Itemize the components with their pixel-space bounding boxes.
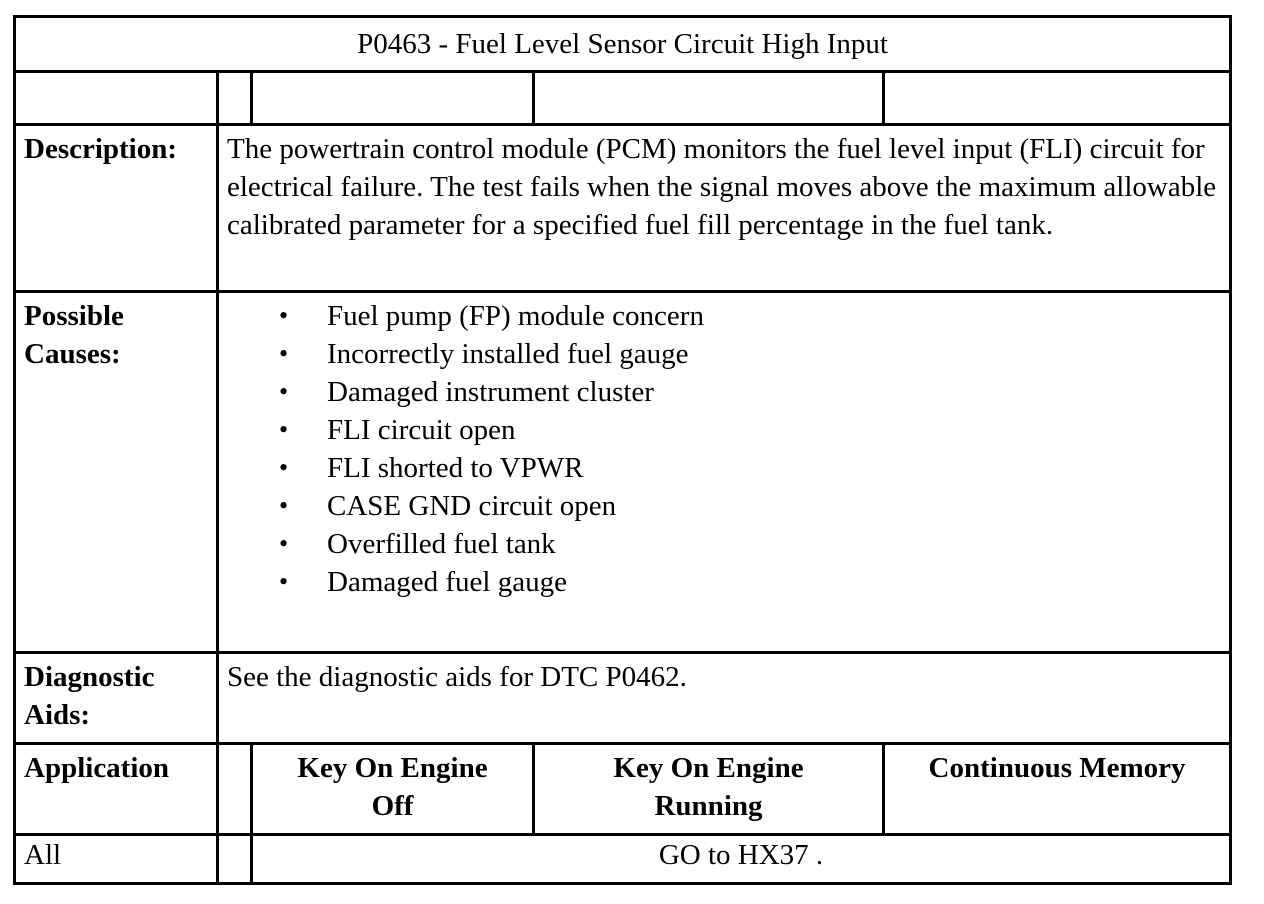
koer-header-line1: Key On Engine bbox=[613, 752, 804, 784]
empty-cell bbox=[218, 835, 252, 884]
empty-cell bbox=[15, 72, 218, 125]
dtc-title: P0463 - Fuel Level Sensor Circuit High Input bbox=[15, 17, 1231, 72]
diagnostic-aids-label-line2: Aids: bbox=[24, 699, 91, 731]
description-label: Description: bbox=[15, 125, 218, 292]
diagnostic-aids-label bbox=[15, 653, 218, 744]
possible-causes-label-line2: Causes: bbox=[24, 338, 121, 370]
empty-cell bbox=[218, 72, 252, 125]
koeo-header-line1: Key On Engine bbox=[297, 752, 488, 784]
cause-item: • Incorrectly installed fuel gauge bbox=[327, 335, 1221, 373]
description-text: The powertrain control module (PCM) monitors the fuel level input (FLI) circuit for electrical failure. The test fails when the signal moves above the maximum allowable calibrated parameter for a specified fuel fill percentage in the fuel tank. bbox=[218, 125, 1231, 292]
possible-causes-row bbox=[15, 292, 1231, 653]
cause-item: • Fuel pump (FP) module concern bbox=[327, 297, 1221, 335]
diagnostic-aids-text: See the diagnostic aids for DTC P0462. bbox=[218, 653, 1231, 744]
cause-item: • FLI shorted to VPWR bbox=[327, 449, 1221, 487]
cause-item: • Overfilled fuel tank bbox=[327, 525, 1221, 563]
diagnostic-aids-label-line1: Diagnostic bbox=[24, 661, 155, 693]
possible-causes-label bbox=[15, 292, 218, 653]
cause-item: • FLI circuit open bbox=[327, 411, 1221, 449]
empty-cell bbox=[534, 72, 884, 125]
application-label: Application bbox=[15, 744, 218, 835]
empty-cell bbox=[218, 744, 252, 835]
koer-header-line2: Running bbox=[654, 790, 763, 822]
application-header-row bbox=[15, 744, 1231, 835]
title-row bbox=[15, 17, 1231, 72]
goto-hx37-link[interactable]: GO to HX37 . bbox=[252, 835, 1231, 884]
description-row bbox=[15, 125, 1231, 292]
all-application-row bbox=[15, 835, 1231, 884]
koeo-header-line2: Off bbox=[371, 790, 414, 822]
possible-causes-list-cell bbox=[218, 292, 1231, 653]
continuous-memory-column-header: Continuous Memory bbox=[884, 744, 1231, 835]
cause-item: • Damaged instrument cluster bbox=[327, 373, 1221, 411]
empty-cell bbox=[884, 72, 1231, 125]
koeo-column-header bbox=[252, 744, 534, 835]
spacer-row bbox=[15, 72, 1231, 125]
cause-item: • Damaged fuel gauge bbox=[327, 563, 1221, 601]
dtc-table bbox=[13, 15, 1232, 885]
empty-cell bbox=[252, 72, 534, 125]
possible-causes-list bbox=[227, 297, 1221, 601]
koer-column-header bbox=[534, 744, 884, 835]
diagnostic-aids-row bbox=[15, 653, 1231, 744]
cause-item: • CASE GND circuit open bbox=[327, 487, 1221, 525]
application-all-label: All bbox=[15, 835, 218, 884]
possible-causes-label-line1: Possible bbox=[24, 300, 124, 332]
